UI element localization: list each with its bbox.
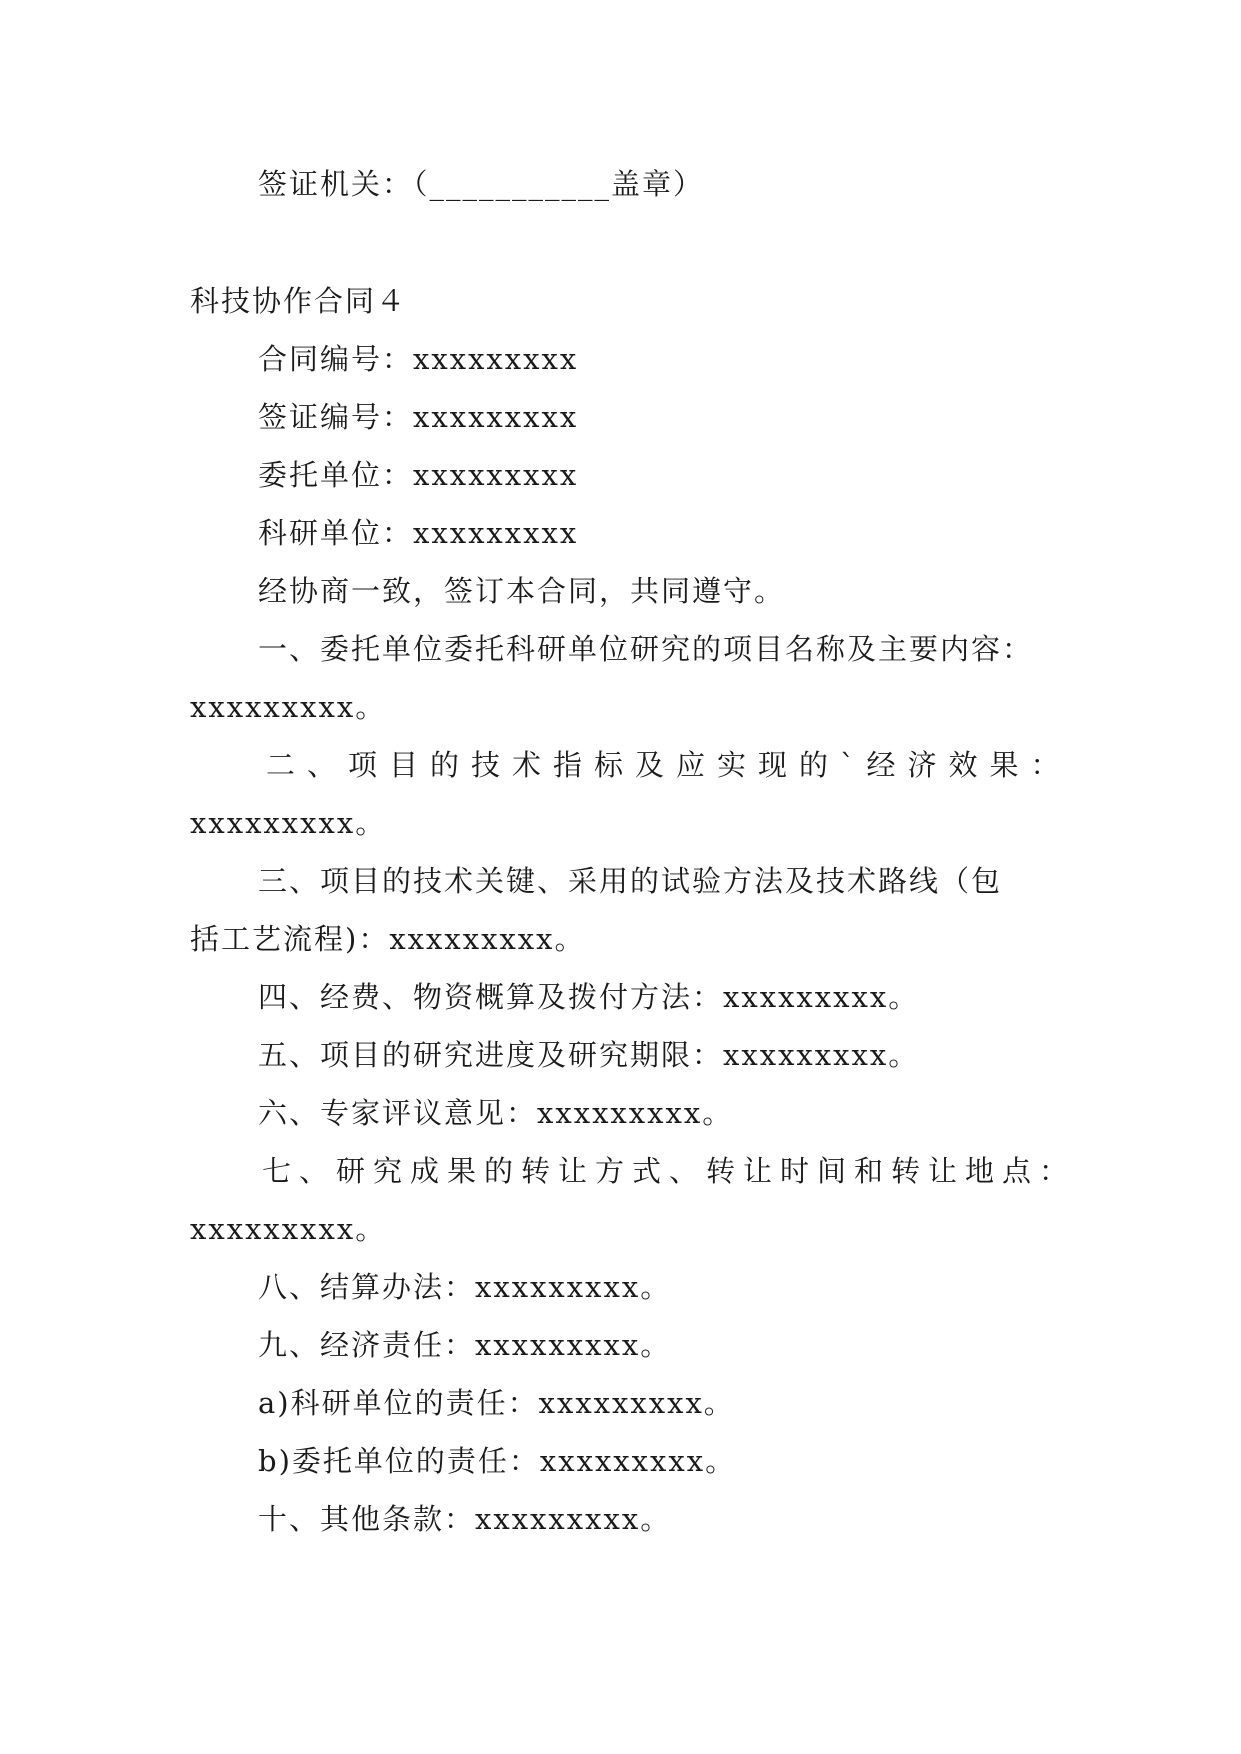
- contract-title: 科技协作合同４: [190, 284, 408, 318]
- field-client-unit: 委托单位：xxxxxxxxx: [258, 458, 579, 492]
- clause-9: 九、经济责任：xxxxxxxxx。: [258, 1328, 672, 1362]
- field-visa-number: 签证编号：xxxxxxxxx: [258, 400, 579, 434]
- clause-9-b: b)委托单位的责任：xxxxxxxxx。: [258, 1444, 737, 1478]
- clause-2-line-2: xxxxxxxxx。: [190, 806, 387, 840]
- clause-6: 六、专家评议意见：xxxxxxxxx。: [258, 1096, 734, 1130]
- clause-3-line-2: 括工艺流程)：xxxxxxxxx。: [190, 922, 586, 956]
- clause-2-line-1: 二、项目的技术指标及应实现的`经济效果：: [266, 748, 1072, 782]
- clause-10: 十、其他条款：xxxxxxxxx。: [258, 1502, 672, 1536]
- preamble: 经协商一致，签订本合同，共同遵守。: [258, 574, 786, 608]
- clause-7-line-2: xxxxxxxxx。: [190, 1212, 387, 1246]
- visa-office-line: 签证机关：（___________盖章）: [258, 167, 705, 201]
- field-contract-number: 合同编号：xxxxxxxxx: [258, 342, 579, 376]
- clause-7-line-1: 七、研究成果的转让方式、转让时间和转让地点：: [262, 1154, 1077, 1188]
- clause-8: 八、结算办法：xxxxxxxxx。: [258, 1270, 672, 1304]
- clause-5: 五、项目的研究进度及研究期限：xxxxxxxxx。: [258, 1038, 920, 1072]
- clause-3-line-1: 三、项目的技术关键、采用的试验方法及技术路线（包: [258, 864, 1003, 898]
- clause-9-a: a)科研单位的责任：xxxxxxxxx。: [258, 1386, 735, 1420]
- clause-1-line-1: 一、委托单位委托科研单位研究的项目名称及主要内容：: [258, 632, 1034, 666]
- field-research-unit: 科研单位：xxxxxxxxx: [258, 516, 579, 550]
- clause-4: 四、经费、物资概算及拨付方法：xxxxxxxxx。: [258, 980, 920, 1014]
- clause-1-line-2: xxxxxxxxx。: [190, 690, 387, 724]
